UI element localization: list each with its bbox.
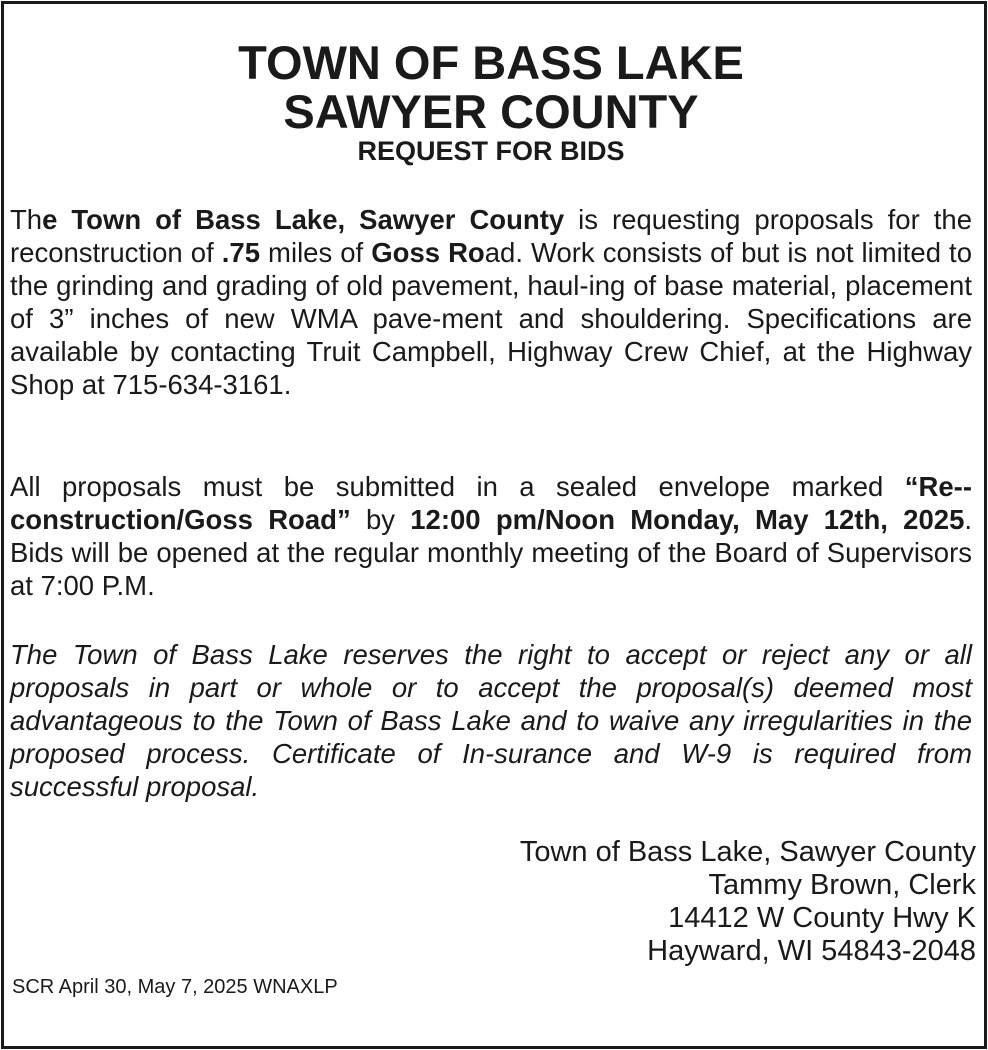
- p1-text-4: ad. Work consists of but is not limited to the grinding and grading of old pavement, haul-ing of base material, placement of 3” inches of new WMA pave-ment and shouldering. Specifications are available by contacting Truit Campbell, Highway Crew Chief, at the Highway Shop at 715-634-3161.: [10, 237, 972, 400]
- paragraph-project-description: [10, 203, 972, 401]
- p2-text-3: . Bids will be opened at the regular monthly meeting of the Board of Supervisors at 7:00 P.M.: [10, 504, 973, 601]
- paragraph-reservation: The Town of Bass Lake reserves the right to accept or reject any or all proposals in part or whole or to accept the proposal(s) deemed most advantageous to the Town of Bass Lake and to waive any irregularities in the proposed process. Certificate of In-surance and W-9 is required from successful proposal.: [10, 639, 972, 802]
- subtitle: REQUEST FOR BIDS: [357, 136, 625, 166]
- signature-block: [520, 836, 976, 968]
- p2-bold-envelope: “Re-construction/Goss Road”: [10, 471, 972, 535]
- title-line-2: SAWYER COUNTY: [283, 85, 699, 138]
- paragraph-submission: [10, 470, 972, 602]
- p1-text-2: is requesting proposals for the reconstruction of: [10, 204, 972, 268]
- p2-bold-deadline: 12:00 pm/Noon Monday, May 12th, 2025: [410, 504, 965, 535]
- notice-header: [0, 38, 982, 166]
- p1-text-1: Th: [10, 204, 43, 235]
- p1-bold-road: Goss Ro: [371, 237, 485, 268]
- signature-city: Hayward, WI 54843-2048: [647, 935, 976, 967]
- p1-text-3: miles of: [260, 237, 372, 268]
- signature-town: Town of Bass Lake, Sawyer County: [519, 836, 976, 868]
- p2-text-2: by: [350, 504, 411, 535]
- signature-street: 14412 W County Hwy K: [668, 902, 976, 934]
- publication-footer: SCR April 30, May 7, 2025 WNAXLP: [12, 976, 338, 998]
- title-line-1: TOWN OF BASS LAKE: [238, 36, 744, 89]
- p1-bold-miles: .75: [221, 237, 260, 268]
- signature-clerk: Tammy Brown, Clerk: [708, 869, 976, 901]
- p1-bold-town: e Town of Bass Lake, Sawyer County: [42, 204, 565, 235]
- p2-text-1: All proposals must be submitted in a sealed envelope marked: [10, 471, 905, 502]
